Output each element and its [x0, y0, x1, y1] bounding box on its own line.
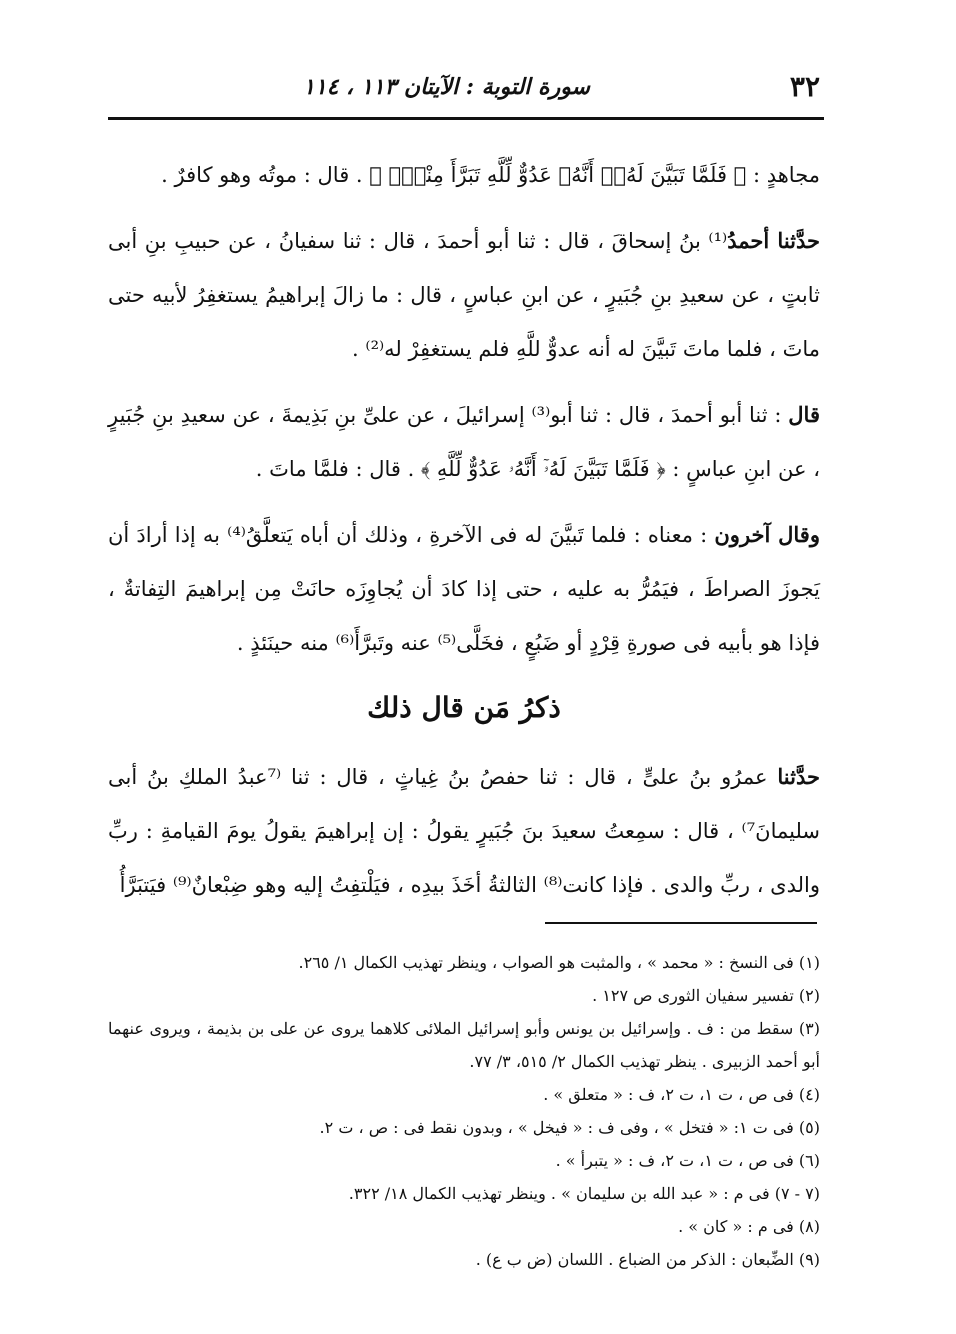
- paragraph-lead: حدَّثنا أحمدُ: [727, 228, 821, 253]
- main-text: [108, 148, 820, 924]
- page-number: ٣٢: [789, 70, 820, 103]
- paragraph-text: عمرُو بنُ علىٍّ ، قال : ثنا حفصُ بنُ غِياثٍ ، قال : ثنا ⁽⁷عبدُ الملكِ بنُ أبى سليمانَ⁷⁾ ، قال : سمِعتُ سعيدَ بنَ جُبَيرٍ يقولُ : إن إبراهيمَ يقولُ يومَ القيامةِ : ربِّ والدى ، ربِّ والدى . فإذا كانت⁽⁸⁾ الثالثةُ أخَذَ بيدِه ، فيَلْتفِتُ إليه وهو ضِبْعانٌ⁽⁹⁾ فيَتبَرَّأُ: [108, 765, 820, 897]
- footnote-8: (٨) فى م : « كان » .: [678, 1217, 820, 1236]
- footnote-9: (٩) الضِّبعان : الذكر من الضباع . اللسان (ض ب ع) .: [475, 1250, 820, 1269]
- footnote-4: (٤) فى ص ، ت ١، ت ٢، ف : « متعلق » .: [543, 1085, 820, 1104]
- section-heading: ذكرُ مَن قال ذلك: [367, 691, 561, 724]
- paragraph-text: : معناه : فلما تَبيَّنَ له فى الآخرةِ ، وذلك أن أباه يَتعلَّقُ⁽⁴⁾ به إذا أرادَ أن يَجوزَ الصراطَ ، فيَمُرُّ به عليه ، حتى إذا كادَ أن يُجاوِزَه حانَتْ مِن إبراهيمَ التِفاتةٌ ، فإذا هو بأبيه فى صورةِ قِرْدٍ أو ضَبُعٍ ، فخَلَّى⁽⁵⁾ عنه وتَبرَّأَ⁽⁶⁾ منه حينَئذٍ .: [108, 523, 820, 655]
- paragraph-1: [108, 148, 820, 202]
- paragraph-4: [108, 508, 820, 670]
- paragraph-3: [108, 388, 820, 496]
- running-head: سورة التوبة : الآيتان ١١٣ ، ١١٤: [302, 74, 590, 100]
- paragraph-5: [108, 750, 820, 912]
- paragraph-text: مجاهدٍ : ﴿ فَلَمَّا تَبَيَّنَ لَهُۥٓ أَنَّهُۥ عَدُوٌّ لِّلَّهِ تَبَرَّأَ مِنْهُۚ ﴾ . قال : موتُه وهو كافرٌ .: [161, 163, 820, 187]
- footnote-5: (٥) فى ت ١: « فتخل » ، وفى ف : « فيخل » ، وبدون نقط فى : ص ، ت ٢.: [319, 1118, 820, 1137]
- footnote-3: (٣) سقط من : ف . وإسرائيل بن يونس وأبو إسرائيل الملائى كلاهما يروى عن على بن بذيمة ، ويروى عنهما أبو أحمد الزبيرى . ينظر تهذيب الكمال ٢/ ٥١٥، ٣/ ٧٧.: [108, 1019, 820, 1071]
- paragraph-2: [108, 214, 820, 376]
- paragraph-text: ⁽¹⁾ بنُ إسحاقَ ، قال : ثنا أبو أحمدَ ، قال : ثنا سفيانُ ، عن حبيبِ بنِ أبى ثابتٍ ، عن سعيدِ بنِ جُبَيرٍ ، عن ابنِ عباسٍ ، قال : ما زالَ إبراهيمُ يستغفِرُ لأبيه حتى ماتَ ، فلما ماتَ تَبيَّنَ له أنه عدوٌّ للَّهِ فلم يستغفِرْ له⁽²⁾ .: [108, 229, 820, 361]
- header-rule: [108, 117, 824, 120]
- paragraph-lead: وقال آخرون: [714, 522, 820, 547]
- footnote-1: (١) فى النسخ : « محمد » ، والمثبت هو الصواب ، وينظر تهذيب الكمال ١/ ٢٦٥.: [298, 953, 820, 972]
- paragraph-text: : ثنا أبو أحمدَ ، قال : ثنا أبو⁽³⁾ إسرائيلَ ، عن علىِّ بنِ بَذِيمةَ ، عن سعيدِ بنِ جُبَيرٍ ، عن ابنِ عباسٍ : ﴿ فَلَمَّا تَبَيَّنَ لَهُۥٓ أَنَّهُۥ عَدُوٌّ لِّلَّهِ ﴾ . قال : فلمَّا ماتَ .: [108, 403, 820, 481]
- paragraph-lead: قال: [788, 402, 820, 427]
- page-header: [108, 66, 820, 106]
- footnotes: [108, 946, 820, 1276]
- footnote-6: (٦) فى ص ، ت ١، ت ٢، ف : « يتبرأ » .: [555, 1151, 820, 1170]
- paragraph-lead: حدَّثنا: [777, 764, 820, 789]
- footnote-rule: [545, 922, 817, 924]
- footnote-2: (٢) تفسير سفيان الثورى ص ١٢٧ .: [592, 986, 820, 1005]
- footnote-7: (٧ - ٧) فى م : « عبد الله بن سليمان » . وينظر تهذيب الكمال ١٨/ ٣٢٢.: [348, 1184, 820, 1203]
